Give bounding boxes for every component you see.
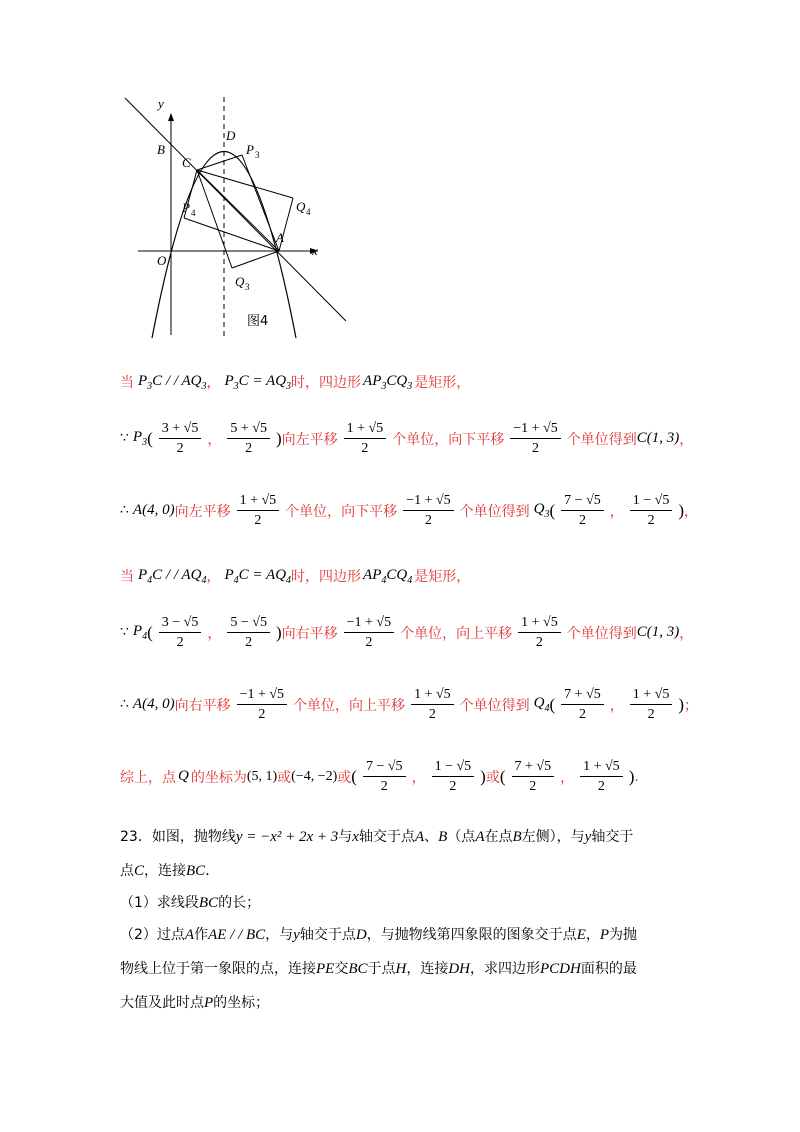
- label-d: D: [226, 128, 236, 143]
- math-point: (5, 1): [246, 768, 278, 784]
- solution-line-5: ∵ $P_4$ ( $\frac{3 - √5}{2}$ ， $\frac{5 - √5}{2}$ ) 向右平移 $\frac{-1 + √5}{2}$ 个单位，向上平移 $\frac{1 + √5}{2}$ 个单位得到 C(1, 3) ，: [120, 615, 694, 650]
- fraction: $\frac{7 + √5}{2}$: [561, 686, 604, 723]
- label-c: C: [182, 155, 191, 170]
- segment-q3a: [232, 251, 279, 268]
- text: 个单位得到: [459, 697, 530, 714]
- math-quadrilateral: $AP_4CQ_4$: [363, 566, 413, 586]
- math-point: (−4, −2): [291, 768, 338, 784]
- fraction: $\frac{7 - √5}{2}$: [561, 492, 604, 529]
- math-c-point: C(1, 3): [636, 624, 680, 640]
- text: 或: [337, 769, 352, 786]
- text: ，: [679, 625, 694, 642]
- segment-p3a: [242, 155, 279, 251]
- solution-line-2: ∵ $P_3$ ( $\frac{3 + √5}{2}$ ， $\frac{5 + √5}{2}$ ) 向左平移 $\frac{1 + √5}{2}$ 个单位，向下平移 $\frac{-1 + √5}{2}$ 个单位得到 C(1, 3) ，: [120, 421, 694, 456]
- text: 是矩形，: [414, 569, 471, 585]
- text: 个单位得到: [459, 503, 530, 520]
- text: 个单位得到: [566, 431, 637, 448]
- label-q3: Q: [235, 274, 245, 289]
- solution-line-7: 综上，点 Q 的坐标为 (5, 1) 或 (−4, −2) 或 ( $\frac{7 - √5}{2}$ ， $\frac{1 - √5}{2}$ ) 或 ( $\frac{7 + √5}{2}$ ， $\frac{1 + √5}{2}$ ) .: [120, 759, 639, 794]
- problem-stem-line-1: 23．如图，抛物线y = −x² + 2x + 3与x轴交于点A、B（点A在点B左侧），与y轴交于: [120, 829, 634, 845]
- math-a-point: A(4, 0): [132, 696, 175, 712]
- math-p4c-parallel: $P_4C$ / / $AQ_4$: [138, 566, 207, 586]
- therefore-symbol: ∴: [120, 503, 129, 518]
- fraction: $\frac{-1 + √5}{2}$: [237, 686, 287, 723]
- text: .: [634, 768, 639, 785]
- text: 向右平移: [174, 697, 231, 714]
- math-p3c-equal: $P_3C = AQ_3$: [224, 372, 292, 392]
- fraction: $\frac{-1 + √5}{2}$: [344, 614, 394, 651]
- fraction: $\frac{5 - √5}{2}$: [227, 614, 270, 651]
- question-1: （1）求线段BC的长；: [120, 895, 261, 911]
- fraction: $\frac{1 + √5}{2}$: [344, 420, 387, 457]
- text: 当: [120, 375, 134, 391]
- fraction: $\frac{1 + √5}{2}$: [411, 686, 454, 723]
- solution-line-4: [120, 566, 470, 586]
- solution-line-6: ∴ A(4, 0) 向右平移 $\frac{-1 + √5}{2}$ 个单位，向上平移 $\frac{1 + √5}{2}$ 个单位得到 $Q_4$ ( $\frac{7 + √5}{2}$ ， $\frac{1 + √5}{2}$ ) ；: [120, 687, 699, 722]
- math-quadrilateral: $AP_3CQ_3$: [363, 372, 413, 392]
- label-p3: P: [246, 142, 254, 157]
- because-symbol: ∵: [120, 625, 129, 640]
- label-x: x: [312, 243, 318, 258]
- figure-caption: 图4: [247, 314, 269, 329]
- text: ，: [684, 503, 699, 520]
- segment-cq3: [197, 170, 232, 268]
- fraction: $\frac{1 - √5}{2}$: [630, 492, 673, 529]
- fraction: $\frac{7 - √5}{2}$: [363, 758, 406, 795]
- math-p3: $P_3$: [132, 429, 148, 448]
- math-p4c-equal: $P_4C = AQ_4$: [224, 566, 292, 586]
- label-o: O: [157, 253, 167, 268]
- text: 向左平移: [174, 503, 231, 520]
- text: 时，四边形: [291, 569, 362, 585]
- text: ；: [684, 697, 699, 714]
- because-symbol: ∵: [120, 431, 129, 446]
- fraction: $\frac{-1 + √5}{2}$: [403, 492, 453, 529]
- problem-stem-line-2: 点C，连接BC．: [120, 863, 220, 879]
- label-a: A: [276, 230, 284, 245]
- text: ，: [206, 569, 221, 585]
- text: 综上，点: [120, 769, 176, 786]
- text: 或: [485, 769, 500, 786]
- math-p3c-parallel: $P_3C$ / / $AQ_3$: [138, 372, 207, 392]
- therefore-symbol: ∴: [120, 697, 129, 712]
- text: ，: [206, 375, 221, 391]
- math-q: Q: [178, 768, 189, 784]
- fraction: $\frac{1 + √5}{2}$: [580, 758, 623, 795]
- fraction: $\frac{7 + √5}{2}$: [512, 758, 555, 795]
- text: 或: [277, 769, 292, 786]
- text: 当: [120, 569, 134, 585]
- problem-23: [120, 820, 700, 1020]
- text: 个单位，向上平移: [400, 625, 513, 642]
- text: ，: [679, 431, 694, 448]
- label-p4-sub: 4: [191, 208, 196, 218]
- text: 个单位，向下平移: [285, 503, 398, 520]
- fraction: $\frac{3 - √5}{2}$: [159, 614, 202, 651]
- fraction: $\frac{1 + √5}{2}$: [237, 492, 280, 529]
- fraction: $\frac{1 + √5}{2}$: [630, 686, 673, 723]
- label-p3-sub: 3: [255, 150, 260, 160]
- text: 个单位得到: [566, 625, 637, 642]
- text: 个单位，向下平移: [392, 431, 505, 448]
- math-q4: $Q_4$: [533, 695, 550, 714]
- text: 的坐标为: [190, 769, 247, 786]
- segment-cp3: [197, 155, 242, 170]
- y-axis-arrow-icon: [168, 113, 174, 121]
- solution-line-3: ∴ A(4, 0) 向左平移 $\frac{1 + √5}{2}$ 个单位，向下平移 $\frac{-1 + √5}{2}$ 个单位得到 $Q_3$ ( $\frac{7 - √5}{2}$ ， $\frac{1 - √5}{2}$ ) ，: [120, 493, 699, 528]
- fraction: $\frac{1 - √5}{2}$: [432, 758, 475, 795]
- label-q4: Q: [296, 199, 306, 214]
- label-y: y: [158, 96, 164, 111]
- text: 向左平移: [281, 431, 338, 448]
- math-p4: $P_4$: [132, 623, 148, 642]
- fraction: $\frac{3 + √5}{2}$: [159, 420, 202, 457]
- solution-line-1: [120, 372, 470, 392]
- math-c-point: C(1, 3): [636, 430, 680, 446]
- label-p4: P: [182, 200, 190, 215]
- text: 个单位，向上平移: [293, 697, 406, 714]
- fraction: $\frac{5 + √5}{2}$: [227, 420, 270, 457]
- text: 时，四边形: [291, 375, 362, 391]
- label-b: B: [157, 142, 165, 157]
- segment-p4a: [184, 218, 279, 251]
- text: 向右平移: [281, 625, 338, 642]
- text: 是矩形，: [414, 375, 471, 391]
- label-q4-sub: 4: [306, 207, 311, 217]
- geometry-figure: [0, 0, 800, 360]
- question-2: （2）过点A作AE / / BC，与y轴交于点D，与抛物线第四象限的图象交于点E，P为抛 物线上位于第一象限的点，连接PE交BC于点H，连接DH，求四边形PCDH面积的最 大值及此时点P的坐标；: [120, 927, 638, 1011]
- fraction: $\frac{-1 + √5}{2}$: [510, 420, 560, 457]
- math-a-point: A(4, 0): [132, 502, 175, 518]
- math-q3: $Q_3$: [533, 501, 550, 520]
- fraction: $\frac{1 + √5}{2}$: [518, 614, 561, 651]
- label-q3-sub: 3: [245, 282, 250, 292]
